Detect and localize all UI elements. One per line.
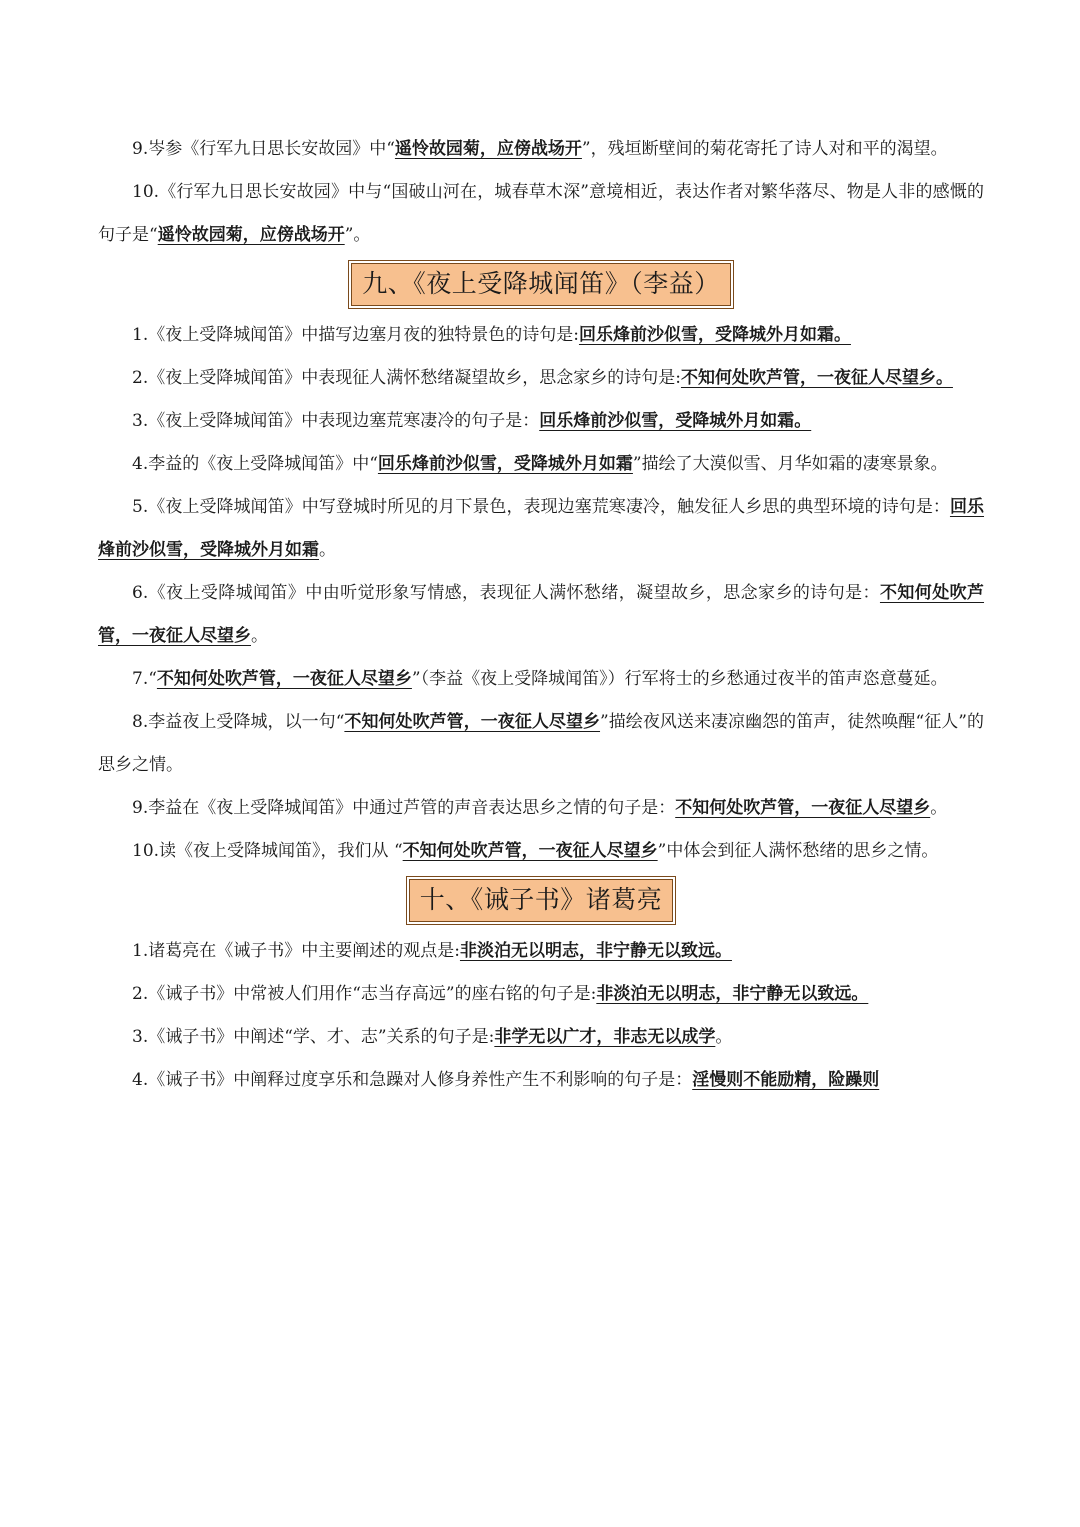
answer-text: 遥怜故园菊，应傍战场开 — [394, 139, 582, 159]
answer-text: 回乐烽前沙似雪，受降城外月如霜。 — [578, 325, 851, 345]
paragraph-lead: 1.诸葛亮在《诫子书》中主要阐述的观点是: — [132, 941, 460, 961]
document-page — [98, 0, 984, 1102]
paragraph-s9-2 — [98, 357, 984, 400]
paragraph-tail: 。 — [715, 1027, 733, 1047]
answer-text: 非淡泊无以明志，非宁静无以致远。 — [459, 941, 732, 961]
paragraph-s9-9 — [98, 787, 984, 830]
paragraph-s9-4 — [98, 443, 984, 486]
paragraph-tail: ”，残垣断壁间的菊花寄托了诗人对和平的渴望。 — [581, 139, 948, 159]
paragraph-s9-1 — [98, 314, 984, 357]
paragraph-lead: 3.《诫子书》中阐述“学、才、志”关系的句子是: — [132, 1027, 495, 1047]
paragraph-s9-7 — [98, 658, 984, 701]
paragraph-tail: ”描绘夜风送来凄凉幽怨的笛声，徒然唤醒“征人”的思乡之情。 — [98, 712, 985, 775]
paragraph-s9-10 — [98, 830, 984, 873]
answer-text: 非淡泊无以明志，非宁静无以致远。 — [596, 984, 869, 1004]
paragraph-s9-6 — [98, 572, 984, 658]
paragraph-lead: 6.《夜上受降城闻笛》中由听觉形象写情感，表现征人满怀愁绪，凝望故乡，思念家乡的诗句是： — [132, 583, 880, 603]
paragraph-lead: 2.《夜上受降城闻笛》中表现征人满怀愁绪凝望故乡，思念家乡的诗句是: — [132, 368, 681, 388]
answer-text: 非学无以广才，非志无以成学 — [494, 1027, 716, 1047]
answer-text: 不知何处吹芦管，一夜征人尽望乡 — [98, 583, 985, 646]
paragraph-lead: 9.岑参《行军九日思长安故园》中“ — [132, 139, 395, 159]
paragraph-s10-3 — [98, 1016, 984, 1059]
paragraph-s8-10 — [98, 171, 984, 257]
paragraph-lead: 4.《诫子书》中阐释过度享乐和急躁对人修身养性产生不利影响的句子是： — [132, 1070, 693, 1090]
section-header-9: 九、《夜上受降城闻笛》（李益） — [351, 263, 731, 306]
paragraph-lead: 8.李益夜上受降城，以一句“ — [132, 712, 345, 732]
paragraph-tail: 。 — [930, 798, 948, 818]
answer-text: 淫慢则不能励精，险躁则 — [692, 1070, 880, 1090]
paragraph-lead: 10.读《夜上受降城闻笛》，我们从 “ — [132, 841, 403, 861]
paragraph-s9-3 — [98, 400, 984, 443]
paragraph-lead: 4.李益的《夜上受降城闻笛》中“ — [132, 454, 378, 474]
answer-text: 不知何处吹芦管，一夜征人尽望乡。 — [680, 368, 953, 388]
paragraph-lead: 7.“ — [132, 669, 157, 689]
paragraph-tail: ”。 — [344, 225, 371, 245]
paragraph-lead: 9.李益在《夜上受降城闻笛》中通过芦管的声音表达思乡之情的句子是： — [132, 798, 676, 818]
paragraph-lead: 3.《夜上受降城闻笛》中表现边塞荒寒凄冷的句子是： — [132, 411, 540, 431]
answer-text: 不知何处吹芦管，一夜征人尽望乡 — [344, 712, 601, 732]
paragraph-lead: 5.《夜上受降城闻笛》中写登城时所见的月下景色，表现边塞荒寒凄冷，触发征人乡思的典型环境的诗句是： — [132, 497, 950, 517]
paragraph-tail: ”（李益《夜上受降城闻笛》）行军将士的乡愁通过夜半的笛声恣意蔓延。 — [411, 669, 948, 689]
answer-text: 不知何处吹芦管，一夜征人尽望乡 — [675, 798, 931, 818]
paragraph-s10-2 — [98, 973, 984, 1016]
answer-text: 不知何处吹芦管，一夜征人尽望乡 — [402, 841, 658, 861]
section-header-10: 十、《诫子书》诸葛亮 — [409, 879, 674, 922]
answer-text: 回乐烽前沙似雪，受降城外月如霜 — [98, 497, 985, 560]
paragraph-tail: ”描绘了大漠似雪、月华如霜的凄寒景象。 — [632, 454, 948, 474]
paragraph-s10-1 — [98, 930, 984, 973]
paragraph-s10-4 — [98, 1059, 984, 1102]
paragraph-tail: 。 — [251, 626, 268, 646]
paragraph-lead: 1.《夜上受降城闻笛》中描写边塞月夜的独特景色的诗句是: — [132, 325, 579, 345]
paragraph-tail: ”中体会到征人满怀愁绪的思乡之情。 — [657, 841, 939, 861]
answer-text: 不知何处吹芦管，一夜征人尽望乡 — [156, 669, 412, 689]
answer-text: 回乐烽前沙似雪，受降城外月如霜。 — [539, 411, 812, 431]
paragraph-s8-9 — [98, 128, 984, 171]
paragraph-s9-8 — [98, 701, 984, 787]
paragraph-s9-5 — [98, 486, 984, 572]
paragraph-lead: 10.《行军九日思长安故园》中与“国破山河在，城春草木深”意境相近，表达作者对繁华落尽、物是人非的感慨的句子是“ — [98, 182, 984, 245]
answer-text: 遥怜故园菊，应傍战场开 — [157, 225, 345, 245]
paragraph-tail: 。 — [319, 540, 336, 560]
answer-text: 回乐烽前沙似雪，受降城外月如霜 — [377, 454, 633, 474]
paragraph-lead: 2.《诫子书》中常被人们用作“志当存高远”的座右铭的句子是: — [132, 984, 597, 1004]
